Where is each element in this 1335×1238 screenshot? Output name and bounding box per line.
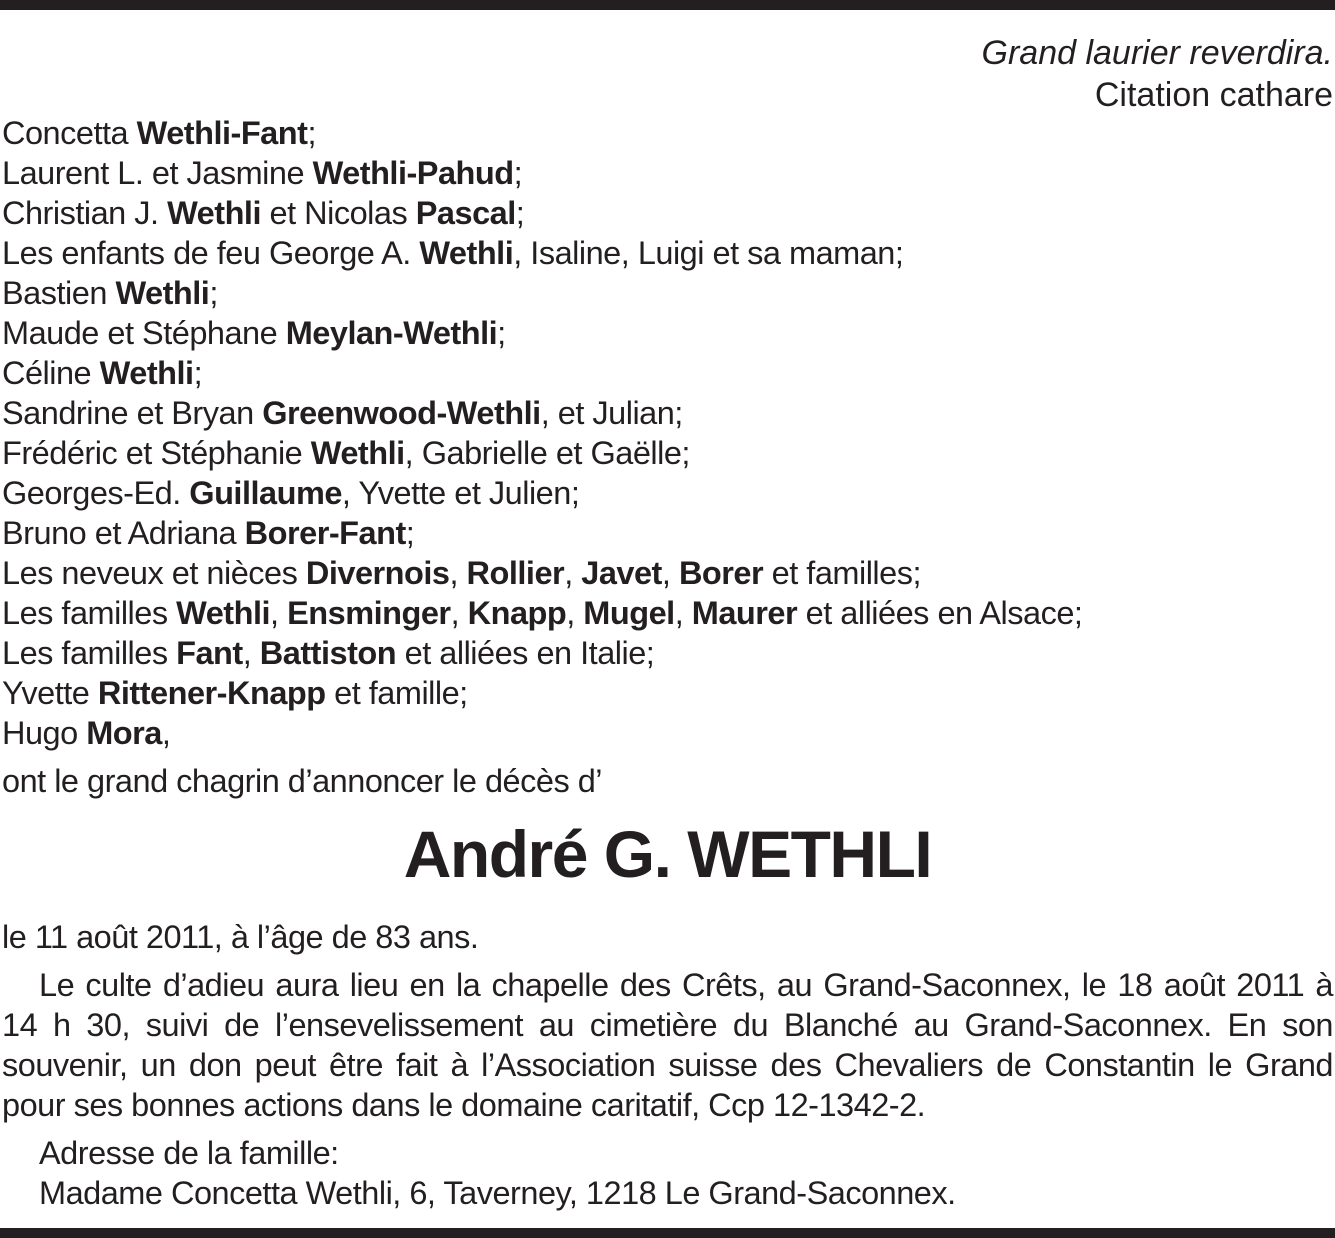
family-text: Concetta [2, 115, 137, 151]
family-surname: Wethli [99, 355, 194, 391]
family-text: , [449, 555, 467, 591]
family-text: et Nicolas [260, 195, 416, 231]
top-rule [0, 0, 1335, 10]
address-label: Adresse de la famille: [39, 1135, 339, 1171]
family-text: , [566, 595, 584, 631]
family-text: et familles; [763, 555, 921, 591]
family-text: Sandrine et Bryan [2, 395, 263, 431]
family-text: , Yvette et Julien; [341, 475, 580, 511]
family-surname: Knapp [467, 595, 567, 631]
family-surname: Borer [678, 555, 764, 591]
family-text: , [270, 595, 288, 631]
family-surname: Mora [86, 715, 162, 751]
announcement-line: ont le grand chagrin d’annoncer le décès d’ [2, 763, 603, 799]
address-line: Madame Concetta Wethli, 6, Taverney, 1218 Le Grand-Saconnex. [39, 1175, 956, 1211]
family-line [2, 193, 1082, 233]
family-line [2, 473, 1082, 513]
family-text: et alliées en Italie; [396, 635, 655, 671]
family-text: ; [405, 515, 415, 551]
family-text: , Isaline, Luigi et sa maman; [513, 235, 904, 271]
family-text: et alliées en Alsace; [797, 595, 1083, 631]
family-surname: Fant [176, 635, 243, 671]
bottom-rule [0, 1228, 1335, 1238]
family-line [2, 393, 1082, 433]
family-list [2, 113, 1082, 753]
family-surname: Maurer [691, 595, 798, 631]
family-surname: Guillaume [189, 475, 342, 511]
family-line [2, 153, 1082, 193]
family-surname: Rollier [466, 555, 565, 591]
service-details [2, 965, 1333, 1125]
family-line [2, 233, 1082, 273]
family-surname: Wethli-Pahud [312, 155, 514, 191]
family-text: , et Julian; [540, 395, 683, 431]
family-text: ; [515, 195, 525, 231]
family-surname: Rittener-Knapp [97, 675, 326, 711]
family-address [39, 1133, 956, 1213]
death-date-line: le 11 août 2011, à l’âge de 83 ans. [2, 919, 479, 955]
family-text: Frédéric et Stéphanie [2, 435, 311, 471]
family-text: Hugo [2, 715, 87, 751]
family-text: ; [307, 115, 316, 151]
family-text: Georges-Ed. [2, 475, 190, 511]
family-text: Yvette [2, 675, 98, 711]
family-line [2, 513, 1082, 553]
deceased-name: André G. WETHLI [403, 817, 932, 891]
family-surname: Divernois [305, 555, 450, 591]
epigraph [982, 32, 1333, 116]
family-surname: Wethli-Fant [136, 115, 308, 151]
family-line [2, 433, 1082, 473]
family-text: ; [193, 355, 203, 391]
family-text: Les familles [2, 595, 177, 631]
family-text: ; [513, 155, 523, 191]
family-surname: Greenwood-Wethli [262, 395, 541, 431]
family-text: Christian J. [2, 195, 168, 231]
family-text: , [242, 635, 260, 671]
family-text: Bruno et Adriana [2, 515, 245, 551]
family-text: et famille; [325, 675, 468, 711]
family-surname: Borer-Fant [244, 515, 406, 551]
family-line [2, 633, 1082, 673]
family-surname: Pascal [415, 195, 516, 231]
epigraph-source: Citation cathare [1094, 76, 1333, 114]
family-line [2, 553, 1082, 593]
family-text: Les familles [2, 635, 177, 671]
family-text: Maude et Stéphane [2, 315, 286, 351]
family-surname: Wethli [167, 195, 261, 231]
family-text: , [450, 595, 468, 631]
family-surname: Wethli [419, 235, 514, 271]
family-line [2, 673, 1082, 713]
family-line [2, 113, 1082, 153]
family-text: Les enfants de feu George A. [2, 235, 420, 271]
family-surname: Wethli [115, 275, 210, 311]
family-surname: Wethli [310, 435, 405, 471]
family-text: , [674, 595, 692, 631]
family-line [2, 313, 1082, 353]
family-text: , Gabrielle et Gaëlle; [404, 435, 690, 471]
family-surname: Ensminger [287, 595, 451, 631]
family-text: Bastien [2, 275, 116, 311]
family-text: Céline [2, 355, 100, 391]
family-line [2, 273, 1082, 313]
family-text: ; [497, 315, 506, 351]
epigraph-quote: Grand laurier reverdira. [981, 34, 1333, 72]
family-surname: Meylan-Wethli [285, 315, 498, 351]
family-surname: Javet [581, 555, 662, 591]
family-text: Laurent L. et Jasmine [2, 155, 313, 191]
family-text: , [661, 555, 679, 591]
service-paragraph: Le culte d’adieu aura lieu en la chapelle des Crêts, au Grand-Saconnex, le 18 août 2011 à 14 h 30, suivi de l’ensevelissement au cimetière du Blanché au Grand-Saconnex. En son souvenir, un don peut être fait à l’Association suisse des Chevaliers de Constantin le Grand pour ses bonnes actions dans le domaine caritatif, Ccp 12-1342-2. [2, 967, 1333, 1123]
family-text: , [161, 715, 171, 751]
family-line [2, 353, 1082, 393]
family-text: ; [209, 275, 218, 311]
family-line [2, 713, 1082, 753]
family-surname: Wethli [176, 595, 271, 631]
family-surname: Battiston [259, 635, 397, 671]
family-text: Les neveux et nièces [2, 555, 306, 591]
family-line [2, 593, 1082, 633]
family-text: , [564, 555, 582, 591]
family-surname: Mugel [583, 595, 675, 631]
